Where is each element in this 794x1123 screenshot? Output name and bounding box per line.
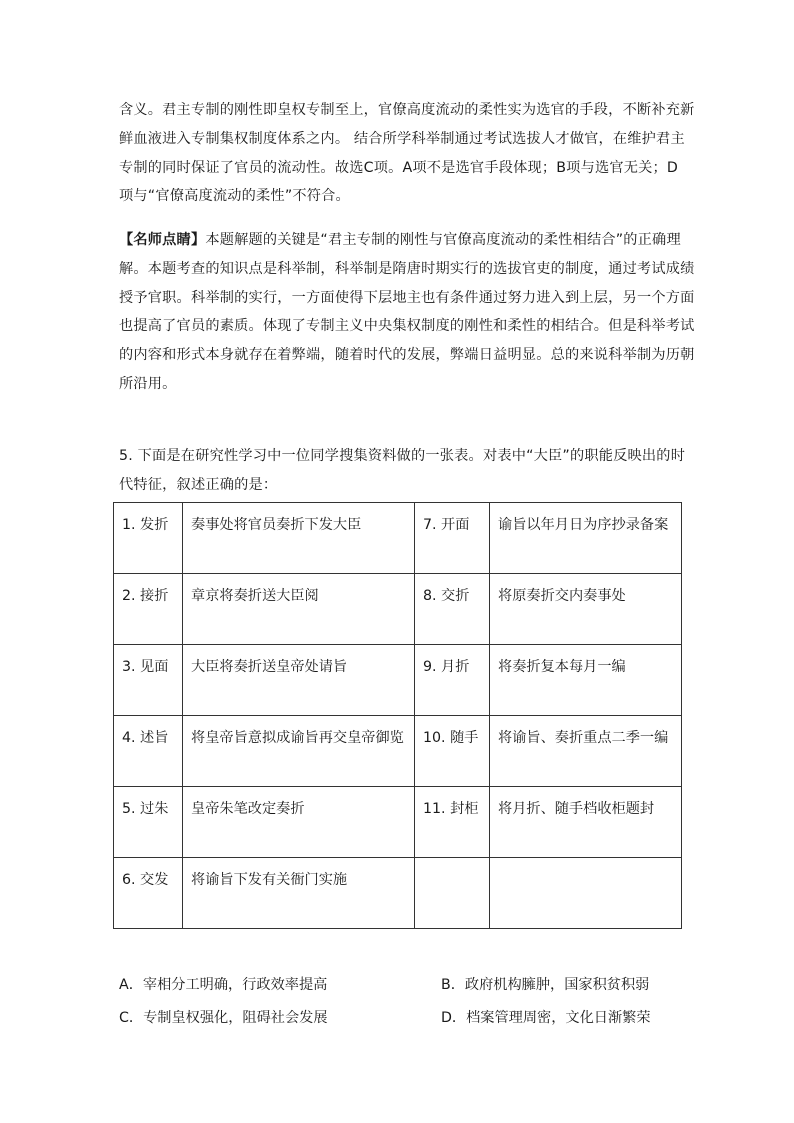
table-cell: 2. 接折	[114, 574, 183, 645]
table-cell: 7. 开面	[415, 503, 490, 574]
table-cell-empty	[415, 858, 490, 929]
teacher-note-paragraph	[119, 226, 695, 399]
teacher-note-line: 授予官职。科举制的实行，一方面使得下层地主也有条件通过努力进入到上层，另一个方面	[119, 289, 695, 306]
teacher-note-line: 解。本题考查的知识点是科举制，科举制是隋唐时期实行的选拔官吏的制度，通过考试成绩	[119, 260, 695, 277]
table-cell: 8. 交折	[415, 574, 490, 645]
table-cell: 将月折、随手档收柜题封	[490, 787, 682, 858]
analysis-paragraph	[119, 96, 695, 211]
option-c[interactable]: C．专制皇权强化，阻碍社会发展	[119, 1010, 328, 1026]
table-cell: 将谕旨、奏折重点二季一编	[490, 716, 682, 787]
table-cell: 大臣将奏折送皇帝处请旨	[183, 645, 415, 716]
analysis-line: 鲜血液进入专制集权制度体系之内。 结合所学科举制通过考试选拔人才做官，在维护君主	[119, 130, 685, 147]
table-row	[114, 574, 682, 645]
table-cell: 奏事处将官员奏折下发大臣	[183, 503, 415, 574]
analysis-line: 专制的同时保证了官员的流动性。故选C项。A项不是选官手段体现；B项与选官无关；D	[119, 159, 679, 176]
table-cell: 将原奏折交内奏事处	[490, 574, 682, 645]
table-cell: 11. 封柜	[415, 787, 490, 858]
teacher-note-text: 本题解题的关键是“君主专制的刚性与官僚高度流动的柔性相结合”的正确理	[205, 232, 681, 248]
table-cell: 1. 发折	[114, 503, 183, 574]
table-row	[114, 716, 682, 787]
teacher-note-tag: 【名师点睛】	[119, 232, 206, 248]
table-cell: 4. 述旨	[114, 716, 183, 787]
table-cell: 9. 月折	[415, 645, 490, 716]
table-cell: 将奏折复本每月一编	[490, 645, 682, 716]
teacher-note-line: 的内容和形式本身就存在着弊端，随着时代的发展，弊端日益明显。总的来说科举制为历朝	[119, 347, 695, 364]
table-row	[114, 858, 682, 929]
table-row	[114, 503, 682, 574]
table-cell: 3. 见面	[114, 645, 183, 716]
option-d[interactable]: D．档案管理周密，文化日渐繁荣	[441, 1010, 651, 1026]
question-stem	[119, 442, 686, 500]
table-cell: 6. 交发	[114, 858, 183, 929]
question-line: 代特征，叙述正确的是：	[119, 476, 278, 493]
option-b[interactable]: B．政府机构臃肿，国家积贫积弱	[441, 977, 650, 993]
analysis-line: 项与“官僚高度流动的柔性”不符合。	[119, 188, 350, 205]
teacher-note-line	[119, 226, 679, 255]
analysis-line: 含义。君主专制的刚性即皇权专制至上，官僚高度流动的柔性实为选官的手段，不断补充新	[119, 102, 695, 118]
teacher-note-line: 也提高了官员的素质。体现了专制主义中央集权制度的刚性和柔性的相结合。但是科举考试	[119, 318, 695, 335]
table-cell: 10. 随手	[415, 716, 490, 787]
table-cell: 章京将奏折送大臣阅	[183, 574, 415, 645]
table-row	[114, 787, 682, 858]
table-cell-empty	[490, 858, 682, 929]
teacher-note-line: 所沿用。	[119, 375, 177, 392]
table-cell: 谕旨以年月日为序抄录备案	[490, 503, 682, 574]
procedure-table	[113, 502, 682, 929]
table-cell: 将皇帝旨意拟成谕旨再交皇帝御览	[183, 716, 415, 787]
option-a[interactable]: A．宰相分工明确，行政效率提高	[119, 977, 328, 993]
question-line: 5. 下面是在研究性学习中一位同学搜集资料做的一张表。对表中“大臣”的职能反映出的时	[119, 448, 686, 464]
table-cell: 皇帝朱笔改定奏折	[183, 787, 415, 858]
table-cell: 5. 过朱	[114, 787, 183, 858]
table-row	[114, 645, 682, 716]
table-cell: 将谕旨下发有关衙门实施	[183, 858, 415, 929]
